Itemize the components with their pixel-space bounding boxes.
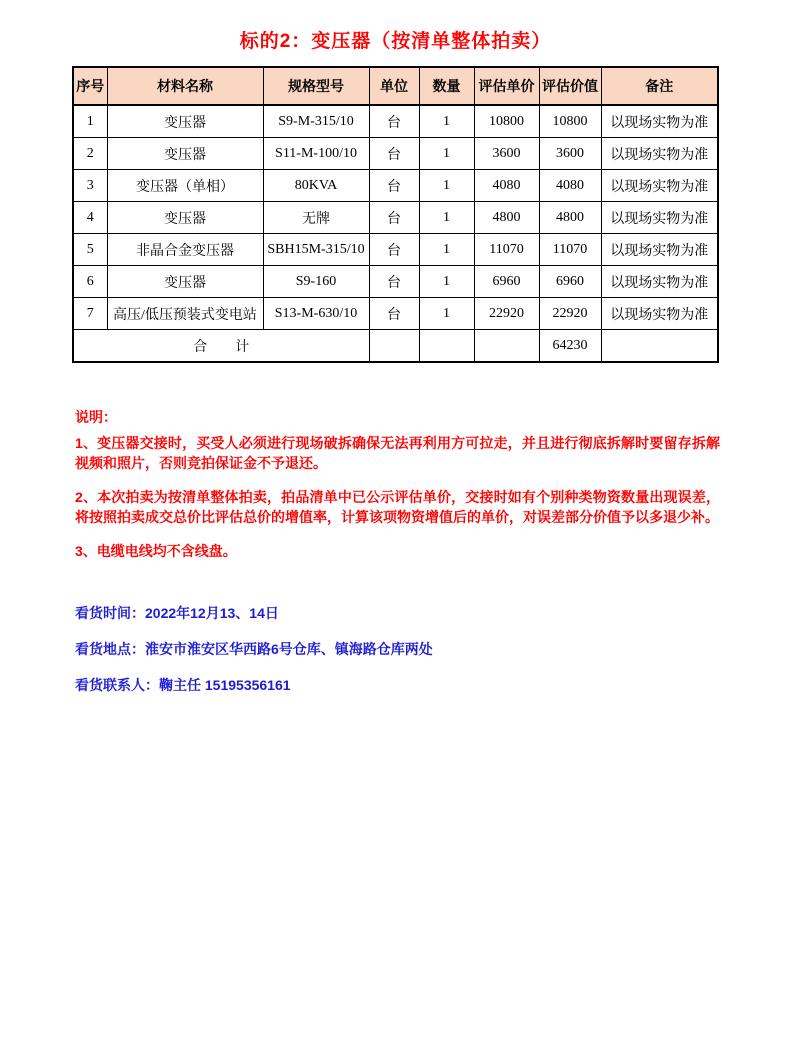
notes-heading: 说明： bbox=[75, 409, 117, 425]
cell-quantity: 1 bbox=[419, 234, 474, 266]
cell-quantity: 1 bbox=[419, 170, 474, 202]
viewing-info-section bbox=[75, 603, 719, 695]
cell-remark: 以现场实物为准 bbox=[601, 170, 718, 202]
cell-appraised-value: 22920 bbox=[539, 298, 601, 330]
table-row bbox=[73, 202, 718, 234]
cell-remark: 以现场实物为准 bbox=[601, 298, 718, 330]
cell-material-name: 变压器 bbox=[107, 105, 263, 138]
total-empty-quantity bbox=[419, 330, 474, 363]
cell-seq: 7 bbox=[73, 298, 107, 330]
lot-table bbox=[72, 66, 719, 363]
cell-remark: 以现场实物为准 bbox=[601, 138, 718, 170]
cell-quantity: 1 bbox=[419, 138, 474, 170]
cell-material-name: 变压器 bbox=[107, 138, 263, 170]
cell-seq: 2 bbox=[73, 138, 107, 170]
cell-unit: 台 bbox=[369, 170, 419, 202]
cell-seq: 5 bbox=[73, 234, 107, 266]
cell-appraised-value: 6960 bbox=[539, 266, 601, 298]
cell-appraised-value: 11070 bbox=[539, 234, 601, 266]
table-row bbox=[73, 138, 718, 170]
viewing-time: 看货时间：2022年12月13、14日 bbox=[75, 605, 279, 621]
table-row bbox=[73, 105, 718, 138]
page-title: 标的2：变压器（按清单整体拍卖） bbox=[239, 31, 552, 52]
cell-material-name: 非晶合金变压器 bbox=[107, 234, 263, 266]
notes-section bbox=[75, 407, 720, 561]
cell-spec-model: S9-M-315/10 bbox=[263, 105, 369, 138]
cell-spec-model: S13-M-630/10 bbox=[263, 298, 369, 330]
cell-spec-model: 无牌 bbox=[263, 202, 369, 234]
cell-spec-model: S11-M-100/10 bbox=[263, 138, 369, 170]
total-empty-unit-price bbox=[474, 330, 539, 363]
cell-quantity: 1 bbox=[419, 266, 474, 298]
note-item-1: 1、变压器交接时，买受人必须进行现场破拆确保无法再利用方可拉走，并且进行彻底拆解时要留存拆解视频和照片，否则竞拍保证金不予退还。 bbox=[75, 435, 720, 471]
col-header-unit-price: 评估单价 bbox=[474, 67, 539, 105]
col-header-unit: 单位 bbox=[369, 67, 419, 105]
note-item-3: 3、电缆电线均不含线盘。 bbox=[75, 543, 237, 559]
cell-remark: 以现场实物为准 bbox=[601, 266, 718, 298]
cell-seq: 1 bbox=[73, 105, 107, 138]
total-row bbox=[73, 330, 718, 363]
cell-quantity: 1 bbox=[419, 105, 474, 138]
col-header-remark: 备注 bbox=[601, 67, 718, 105]
cell-material-name: 变压器（单相） bbox=[107, 170, 263, 202]
cell-unit: 台 bbox=[369, 202, 419, 234]
cell-remark: 以现场实物为准 bbox=[601, 105, 718, 138]
cell-spec-model: 80KVA bbox=[263, 170, 369, 202]
cell-unit-price: 10800 bbox=[474, 105, 539, 138]
col-header-appraised-value: 评估价值 bbox=[539, 67, 601, 105]
table-row bbox=[73, 298, 718, 330]
cell-quantity: 1 bbox=[419, 202, 474, 234]
cell-unit-price: 3600 bbox=[474, 138, 539, 170]
cell-unit-price: 6960 bbox=[474, 266, 539, 298]
cell-unit-price: 22920 bbox=[474, 298, 539, 330]
note-item-2: 2、本次拍卖为按清单整体拍卖，拍品清单中已公示评估单价，交接时如有个别种类物资数量出现误差，将按照拍卖成交总价比评估总价的增值率，计算该项物资增值后的单价，对误差部分价值予以多退少补。 bbox=[75, 489, 720, 525]
cell-appraised-value: 4080 bbox=[539, 170, 601, 202]
cell-material-name: 高压/低压预装式变电站 bbox=[107, 298, 263, 330]
total-label: 合 计 bbox=[73, 330, 369, 363]
table-row bbox=[73, 234, 718, 266]
cell-appraised-value: 3600 bbox=[539, 138, 601, 170]
cell-remark: 以现场实物为准 bbox=[601, 234, 718, 266]
cell-seq: 3 bbox=[73, 170, 107, 202]
cell-quantity: 1 bbox=[419, 298, 474, 330]
cell-unit: 台 bbox=[369, 105, 419, 138]
viewing-contact: 看货联系人：鞠主任 15195356161 bbox=[75, 677, 291, 693]
table-row bbox=[73, 266, 718, 298]
cell-unit: 台 bbox=[369, 138, 419, 170]
col-header-spec-model: 规格型号 bbox=[263, 67, 369, 105]
cell-appraised-value: 10800 bbox=[539, 105, 601, 138]
total-value: 64230 bbox=[539, 330, 601, 363]
cell-unit: 台 bbox=[369, 266, 419, 298]
viewing-location: 看货地点：淮安市淮安区华西路6号仓库、镇海路仓库两处 bbox=[75, 641, 433, 657]
cell-seq: 4 bbox=[73, 202, 107, 234]
col-header-quantity: 数量 bbox=[419, 67, 474, 105]
cell-material-name: 变压器 bbox=[107, 266, 263, 298]
cell-spec-model: S9-160 bbox=[263, 266, 369, 298]
cell-appraised-value: 4800 bbox=[539, 202, 601, 234]
table-row bbox=[73, 170, 718, 202]
col-header-material-name: 材料名称 bbox=[107, 67, 263, 105]
cell-unit-price: 4080 bbox=[474, 170, 539, 202]
col-header-seq: 序号 bbox=[73, 67, 107, 105]
total-empty-remark bbox=[601, 330, 718, 363]
cell-remark: 以现场实物为准 bbox=[601, 202, 718, 234]
total-empty-unit bbox=[369, 330, 419, 363]
cell-spec-model: SBH15M-315/10 bbox=[263, 234, 369, 266]
table-header-row bbox=[73, 67, 718, 105]
cell-unit-price: 11070 bbox=[474, 234, 539, 266]
cell-unit: 台 bbox=[369, 298, 419, 330]
cell-unit: 台 bbox=[369, 234, 419, 266]
cell-material-name: 变压器 bbox=[107, 202, 263, 234]
cell-seq: 6 bbox=[73, 266, 107, 298]
cell-unit-price: 4800 bbox=[474, 202, 539, 234]
